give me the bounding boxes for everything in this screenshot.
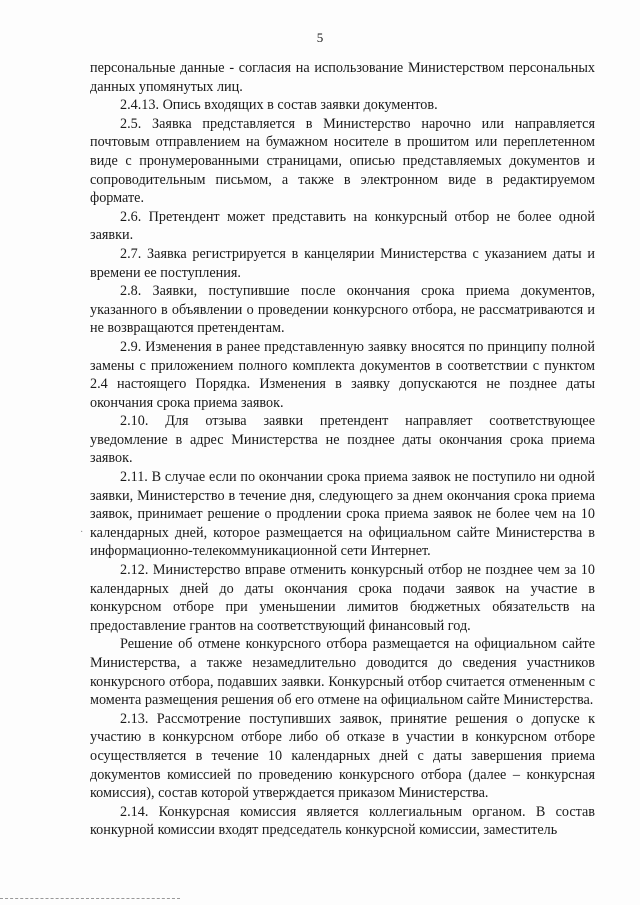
margin-mark: · [80,527,84,538]
paragraph-2-6: 2.6. Претендент может представить на конкурсный отбор не более одной заявки. [90,208,595,244]
page-number: 5 [316,30,324,45]
paragraph-2-14: 2.14. Конкурсная комиссия является коллегиальным органом. В состав конкурной комиссии входят председатель конкурсной комиссии, заместитель [90,803,595,839]
paragraph-2-5: 2.5. Заявка представляется в Министерство нарочно или направляется почтовым отправлением на бумажном носителе в прошитом или переплетенном виде с пронумерованными страницами, описью представляемых документов и сопроводительным письмом, а также в электронном виде в редактируемом формате. [90,115,595,207]
paragraph-continuation: персональные данные - согласия на использование Министерством персональных данных упомянутых лиц. [90,60,595,95]
paragraph-2-11: 2.11. В случае если по окончании срока приема заявок не поступило ни одной заявки, Министерство в течение дня, следующего за днем окончания срока приема заявок, принимает решение о продлении срока приема заявок не более чем на 10 календарных дней, которое размещается на официальном сайте Министерства в информационно-телекоммуникационной сети Интернет. [90,469,595,560]
paragraph-2-7: 2.7. Заявка регистрируется в канцелярии Министерства с указанием даты и времени ее поступления. [90,245,595,281]
paragraph-2-8: 2.8. Заявки, поступившие после окончания срока приема документов, указанного в объявлении о проведении конкурсного отбора, не рассматриваются и не возвращаются претендентам. [90,283,595,337]
paragraph-2-13: 2.13. Рассмотрение поступивших заявок, принятие решения о допуске к участию в конкурсном отборе либо об отказе в участии в конкурсном отборе осуществляется в течение 10 календарных дней с даты завершения приема документов комиссией по проведению конкурсного отбора (далее – конкурсная комиссия), состав которой утверждается приказом Министерства. [90,710,595,802]
paragraph-2-9: 2.9. Изменения в ранее представленную заявку вносятся по принципу полной замены с приложением полного комплекта документов в соответствии с пунктом 2.4 настоящего Порядка. Изменения в заявку допускаются не позднее даты окончания срока приема заявок. [90,338,595,411]
footer-divider [0,898,180,899]
paragraph-2-12: 2.12. Министерство вправе отменить конкурсный отбор не позднее чем за 10 календарных дней до даты окончания срока подачи заявок на участие в конкурсном отборе при уменьшении лимитов бюджетных обязательств на предоставление грантов на соответствующий финансовый год. [90,562,595,634]
paragraph-2-4-13: 2.4.13. Опись входящих в состав заявки документов. [120,97,438,114]
document-body [90,59,595,840]
paragraph-2-12-cont: Решение об отмене конкурсного отбора размещается на официальном сайте Министерства, а также незамедлительно доводится до сведения участников конкурсного отбора, подавших заявки. Конкурсный отбор считается отмененным с момента размещения решения об его отмене на официальном сайте Министерства. [90,636,595,709]
paragraph-2-10: 2.10. Для отзыва заявки претендент направляет соответствующее уведомление в адрес Министерства не позднее даты окончания срока приема заявок. [90,413,595,467]
